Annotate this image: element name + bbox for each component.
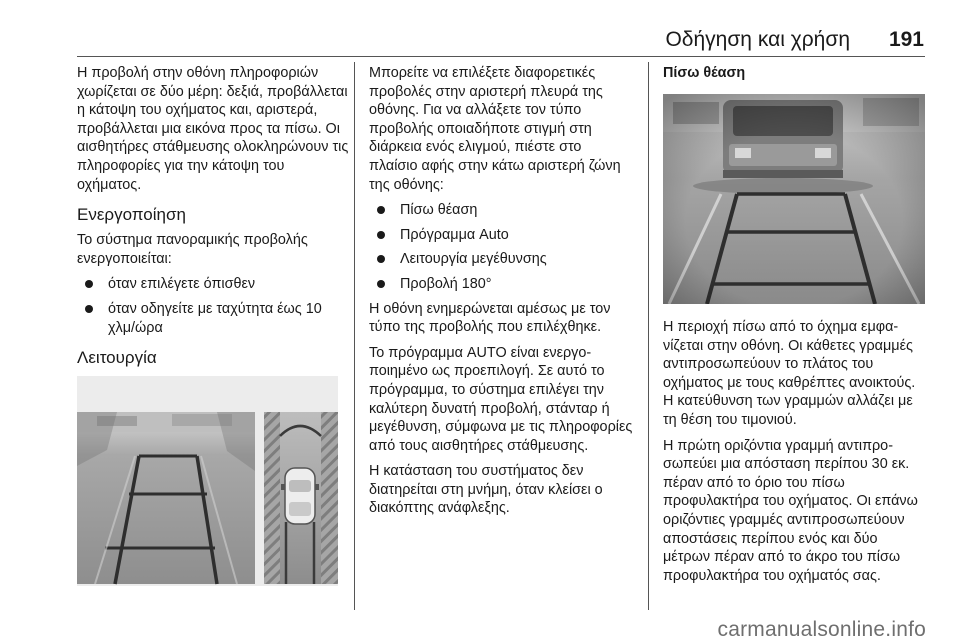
list-item: Πίσω θέαση xyxy=(369,201,633,220)
activation-paragraph: Το σύστημα πανοραμικής προβολής ενεργοποιείται: xyxy=(77,232,308,267)
page-header xyxy=(0,0,960,54)
update-paragraph: Η οθόνη ενημερώνεται αμέσως με τον τύπο της προβολής που επιλέχθηκε. xyxy=(369,300,611,336)
heading-rear-view: Πίσω θέαση xyxy=(663,65,746,81)
list-item: όταν οδηγείτε με ταχύτητα έως 10 χλμ/ώρα xyxy=(77,300,349,337)
header-divider xyxy=(77,56,925,57)
bullet-icon xyxy=(377,280,385,288)
bullet-icon xyxy=(85,280,93,288)
watermark: carmanualsonline.info xyxy=(717,618,926,641)
column-middle xyxy=(369,64,633,525)
section-title: Οδήγηση και χρήση xyxy=(665,28,850,51)
rear-view-figure xyxy=(663,94,925,304)
activation-list xyxy=(77,275,349,337)
bullet-icon xyxy=(377,206,385,214)
column-divider-2 xyxy=(648,62,649,610)
heading-operation: Λειτουργία xyxy=(77,348,157,368)
column-right-text xyxy=(663,318,927,592)
views-list xyxy=(369,201,633,293)
heading-activation: Ενεργοποίηση xyxy=(77,205,186,225)
column-left xyxy=(77,64,349,374)
list-item: Προβολή 180° xyxy=(369,275,633,294)
bullet-icon xyxy=(85,305,93,313)
column-divider-1 xyxy=(354,62,355,610)
panoramic-display-image xyxy=(77,376,338,586)
rear-view-paragraph-2: Η πρώτη οριζόντια γραμμή αντιπροσωπεύει μια απόσταση περίπου 30 εκ. πέραν από το όριο του πίσω προφυλακτήρα του οχήματος. Οι επάνω οριζόντιες γραμμές αντιπροσωπεύουν αποστάσεις περίπου ενός και δύο μέτρων πέραν από το άκρο του πίσω προφυλακτήρα του οχήματός σας. xyxy=(663,437,918,584)
bullet-icon xyxy=(377,255,385,263)
auto-paragraph: Το πρόγραμμα AUTO είναι ενεργοποιημένο ως προεπιλογή. Σε αυτό το πρόγραμμα, το σύστημα επιλέγει την καλύτερη δυνατή προβολή, στάνταρ ή μεγέθυνση, σύμφωνα με τις πληροφορίες από τους αισθητήρες στάθμευσης. xyxy=(369,344,633,454)
intro-paragraph: Η προβολή στην οθόνη πληροφοριών χωρίζεται σε δύο μέρη: δεξιά, προβάλλεται η κάτοψη του οχήματος και, αριστερά, προβάλλεται μια εικόνα προς τα πίσω. Οι αισθητήρες στάθμευσης ολοκληρώνουν τις πληροφορίες για την κάτοψη του οχήματος. xyxy=(77,65,349,193)
rear-view-paragraph-1: Η περιοχή πίσω από το όχημα εμφανίζεται στην οθόνη. Οι κάθετες γραμμές αντιπροσωπεύουν το πλάτος του οχήματος με τους καθρέπτες ανοικτούς. Η κατεύθυνση των γραμμών αλλάζει με τη θέση του τιμονιού. xyxy=(663,319,916,428)
bullet-icon xyxy=(377,231,385,239)
list-item: Πρόγραμμα Auto xyxy=(369,226,633,245)
panoramic-display-figure xyxy=(77,376,338,586)
memory-paragraph: Η κατάσταση του συστήματος δεν διατηρείται στη μνήμη, όταν κλείσει ο διακόπτης ανάφλεξης. xyxy=(369,463,603,517)
list-item: όταν επιλέγετε όπισθεν xyxy=(77,275,349,294)
column-right xyxy=(663,64,927,89)
rear-view-image xyxy=(663,94,925,304)
views-paragraph: Μπορείτε να επιλέξετε διαφορετικές προβολές στην αριστερή πλευρά της οθόνης. Για να αλλάξετε τον τύπο προβολής οποιαδήποτε στιγμή στη διάρκεια ενός ελιγμού, πιέστε στο πλαίσιο αφής στην κάτω αριστερή ζώνη της οθόνης: xyxy=(369,65,621,193)
list-item: Λειτουργία μεγέθυνσης xyxy=(369,250,633,269)
page-number: 191 xyxy=(888,28,924,51)
